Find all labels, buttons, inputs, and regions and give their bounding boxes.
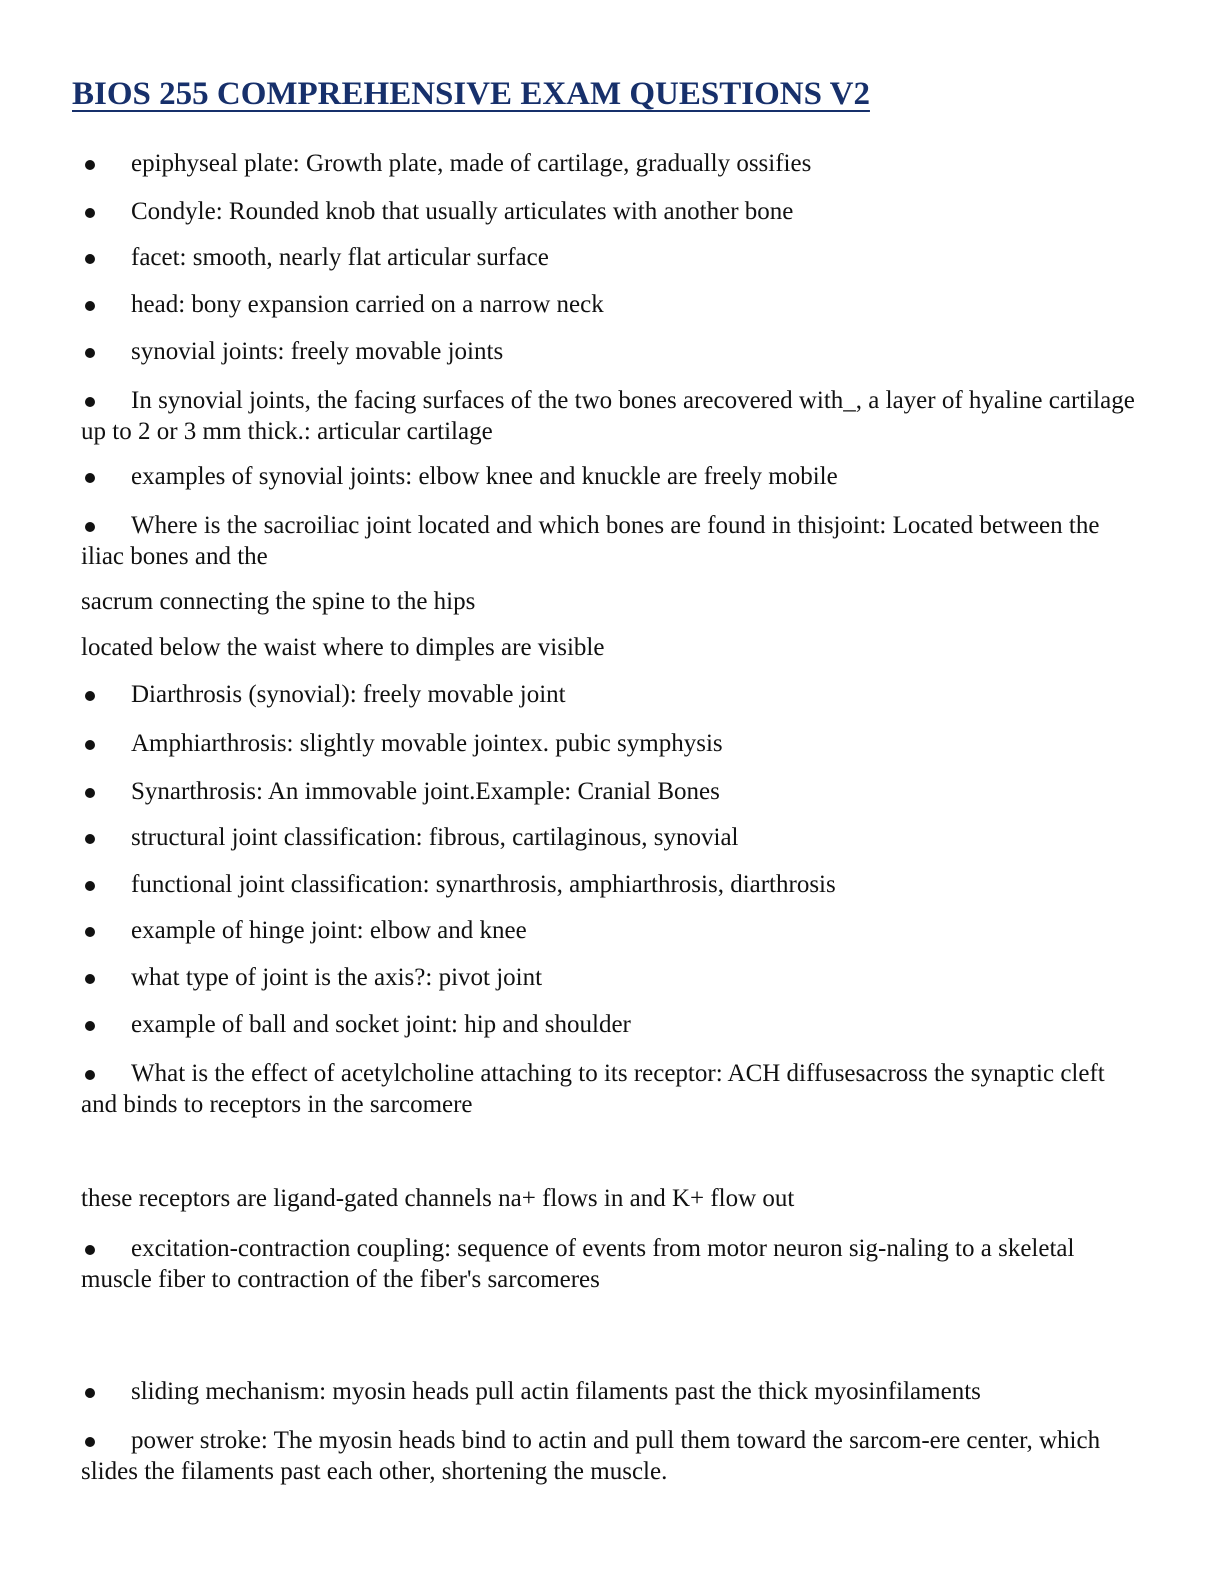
bullet-icon xyxy=(85,254,95,264)
bullet-icon xyxy=(85,834,95,844)
list-item: head: bony expansion carried on a narrow neck xyxy=(81,290,1146,321)
bullet-icon xyxy=(85,160,95,170)
bullet-icon xyxy=(85,1388,95,1398)
paragraph-line: these receptors are ligand-gated channels na+ flows in and K+ flow out xyxy=(81,1185,795,1212)
bullet-icon xyxy=(85,1021,95,1031)
bullet-icon xyxy=(85,522,95,532)
paragraph-line: located below the waist where to dimples are visible xyxy=(81,634,605,661)
list-item: what type of joint is the axis?: pivot joint xyxy=(81,963,1146,994)
paragraph-line: sacrum connecting the spine to the hips xyxy=(81,588,476,615)
bullet-icon xyxy=(85,473,95,483)
page-title: BIOS 255 COMPREHENSIVE EXAM QUESTIONS V2 xyxy=(72,76,870,112)
bullet-icon xyxy=(85,881,95,891)
bullet-icon xyxy=(85,348,95,358)
list-item: structural joint classification: fibrous, cartilaginous, synovial xyxy=(81,823,1146,854)
list-item: Synarthrosis: An immovable joint.Example: Cranial Bones xyxy=(81,777,1146,808)
bullet-icon xyxy=(85,691,95,701)
list-item: example of ball and socket joint: hip and shoulder xyxy=(81,1010,1146,1041)
list-item: example of hinge joint: elbow and knee xyxy=(81,916,1146,947)
bullet-icon xyxy=(85,1070,95,1080)
bullet-icon xyxy=(85,301,95,311)
list-item: Amphiarthrosis: slightly movable jointex. pubic symphysis xyxy=(81,729,1146,760)
bullet-icon xyxy=(85,927,95,937)
list-item: power stroke: The myosin heads bind to actin and pull them toward the sarcom-ere center, which slides the filaments past each other, shortening the muscle. xyxy=(81,1427,1101,1485)
list-item: epiphyseal plate: Growth plate, made of cartilage, gradually ossifies xyxy=(81,149,1146,180)
list-item: Diarthrosis (synovial): freely movable joint xyxy=(81,680,1146,711)
list-item: In synovial joints, the facing surfaces of the two bones arecovered with_, a layer of hyaline cartilage up to 2 or 3 mm thick.: articular cartilage xyxy=(81,387,1135,445)
bullet-icon xyxy=(85,788,95,798)
list-item: Condyle: Rounded knob that usually articulates with another bone xyxy=(81,197,1146,228)
bullet-icon xyxy=(85,208,95,218)
list-item: What is the effect of acetylcholine attaching to its receptor: ACH diffusesacross the synaptic cleft and binds to receptors in the sarcomere xyxy=(81,1060,1105,1118)
list-item: sliding mechanism: myosin heads pull actin filaments past the thick myosinfilaments xyxy=(81,1377,1146,1408)
list-item: excitation-contraction coupling: sequence of events from motor neuron sig-naling to a skeletal muscle fiber to contraction of the fiber's sarcomeres xyxy=(81,1235,1075,1293)
bullet-icon xyxy=(85,740,95,750)
list-item: facet: smooth, nearly flat articular surface xyxy=(81,243,1146,274)
bullet-icon xyxy=(85,1437,95,1447)
list-item: functional joint classification: synarthrosis, amphiarthrosis, diarthrosis xyxy=(81,870,1146,901)
bullet-icon xyxy=(85,397,95,407)
list-item: Where is the sacroiliac joint located and which bones are found in thisjoint: Located between the iliac bones and the xyxy=(81,512,1100,570)
list-item: synovial joints: freely movable joints xyxy=(81,337,1146,368)
bullet-icon xyxy=(85,974,95,984)
bullet-icon xyxy=(85,1245,95,1255)
list-item: examples of synovial joints: elbow knee and knuckle are freely mobile xyxy=(81,462,1146,493)
